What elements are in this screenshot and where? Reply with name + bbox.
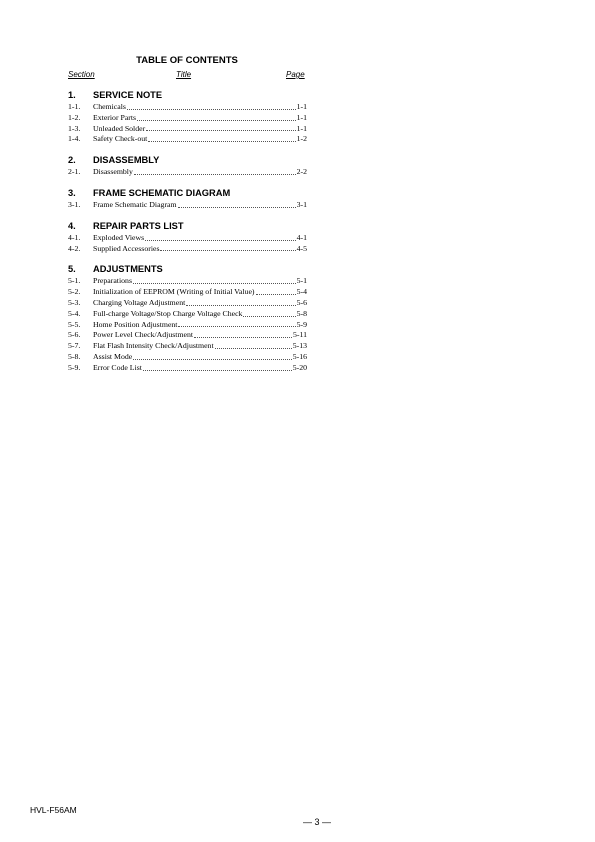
entry-label: Safety Check-out xyxy=(93,134,148,144)
entry-label: Flat Flash Intensity Check/Adjustment xyxy=(93,341,214,351)
dot-leader xyxy=(256,294,296,295)
entry-page: 5-1 xyxy=(296,276,307,286)
dot-leader xyxy=(137,120,296,121)
toc-entry[interactable] xyxy=(68,330,307,341)
entry-page: 1-1 xyxy=(296,102,307,111)
dot-leader xyxy=(178,326,295,327)
toc-section xyxy=(68,154,307,178)
section-heading xyxy=(68,89,307,102)
entry-number: 1-2. xyxy=(68,112,81,122)
entry-number: 5-6. xyxy=(68,330,81,340)
dot-leader xyxy=(143,370,292,371)
entry-label: Charging Voltage Adjustment xyxy=(93,297,186,307)
dot-leader xyxy=(145,240,295,241)
entry-label: Exterior Parts xyxy=(93,112,137,122)
section-heading xyxy=(68,154,307,167)
entry-number: 5-4. xyxy=(68,308,81,318)
toc-entry[interactable] xyxy=(68,167,307,178)
dot-leader xyxy=(146,130,295,131)
entry-label: Frame Schematic Diagram xyxy=(93,199,177,209)
entry-page: 3-1 xyxy=(296,199,307,209)
page-number: — 3 — xyxy=(303,817,332,827)
section-title: SERVICE NOTE xyxy=(93,90,163,100)
entry-label: Unleaded Solder xyxy=(93,123,146,133)
section-number: 5. xyxy=(68,264,76,275)
entry-page: 5-4 xyxy=(296,287,307,297)
entry-number: 3-1. xyxy=(68,199,81,209)
entry-page: 1-1 xyxy=(296,123,307,133)
page-title: TABLE OF CONTENTS xyxy=(136,55,238,66)
entry-number: 2-1. xyxy=(68,167,81,177)
column-header-page: Page xyxy=(286,70,305,79)
table-of-contents xyxy=(68,89,307,383)
toc-section xyxy=(68,220,307,255)
section-number: 1. xyxy=(68,90,76,100)
entry-label: Home Position Adjustment xyxy=(93,319,178,329)
toc-section xyxy=(68,263,307,373)
section-number: 3. xyxy=(68,187,76,198)
entry-label: Initialization of EEPROM (Writing of Initial Value) xyxy=(93,287,255,297)
toc-entry[interactable] xyxy=(68,320,307,331)
dot-leader xyxy=(186,305,295,306)
toc-entry[interactable] xyxy=(68,124,307,135)
toc-entry[interactable] xyxy=(68,363,307,374)
toc-entry[interactable] xyxy=(68,233,307,244)
toc-entry[interactable] xyxy=(68,309,307,320)
entry-number: 5-8. xyxy=(68,351,81,361)
entry-number: 1-4. xyxy=(68,134,81,144)
entry-number: 5-5. xyxy=(68,319,81,329)
entry-number: 5-3. xyxy=(68,297,81,307)
section-heading xyxy=(68,220,307,233)
dot-leader xyxy=(215,348,292,349)
entry-page: 1-2 xyxy=(296,134,307,144)
entry-label: Chemicals xyxy=(93,102,126,111)
column-header-title: Title xyxy=(176,70,192,79)
column-header-section: Section xyxy=(68,70,95,79)
entry-label: Supplied Accessories xyxy=(93,243,160,253)
section-title: ADJUSTMENTS xyxy=(93,264,163,275)
entry-label: Assist Mode xyxy=(93,351,133,361)
entry-number: 5-9. xyxy=(68,362,81,372)
entry-page: 5-6 xyxy=(296,297,307,307)
dot-leader xyxy=(194,337,292,338)
entry-label: Full-charge Voltage/Stop Charge Voltage Check xyxy=(93,308,243,318)
section-heading xyxy=(68,187,307,200)
section-title: DISASSEMBLY xyxy=(93,155,160,166)
toc-entry[interactable] xyxy=(68,287,307,298)
entry-number: 1-3. xyxy=(68,123,81,133)
toc-entry[interactable] xyxy=(68,298,307,309)
toc-entry[interactable] xyxy=(68,352,307,363)
dot-leader xyxy=(160,250,295,251)
entry-page: 1-1 xyxy=(296,112,307,122)
entry-page: 2-2 xyxy=(296,167,307,177)
dot-leader xyxy=(133,359,291,360)
toc-entry[interactable] xyxy=(68,341,307,352)
entry-number: 5-7. xyxy=(68,341,81,351)
entry-page: 5-8 xyxy=(296,308,307,318)
entry-label: Preparations xyxy=(93,276,132,286)
toc-entry[interactable] xyxy=(68,102,307,113)
entry-number: 5-2. xyxy=(68,287,81,297)
dot-leader xyxy=(243,316,295,317)
toc-entry[interactable] xyxy=(68,200,307,211)
section-number: 4. xyxy=(68,220,76,231)
toc-entry[interactable] xyxy=(68,134,307,145)
entry-page: 4-5 xyxy=(296,243,307,253)
entry-page: 5-16 xyxy=(292,351,307,361)
entry-label: Exploded Views xyxy=(93,232,145,242)
toc-entry[interactable] xyxy=(68,244,307,255)
entry-page: 5-11 xyxy=(292,330,307,340)
entry-label: Error Code List xyxy=(93,362,142,372)
dot-leader xyxy=(134,174,296,175)
entry-page: 5-9 xyxy=(296,319,307,329)
dot-leader xyxy=(148,141,295,142)
entry-number: 1-1. xyxy=(68,102,81,111)
section-title: REPAIR PARTS LIST xyxy=(93,220,184,231)
toc-section xyxy=(68,89,307,145)
toc-section xyxy=(68,187,307,211)
entry-number: 4-2. xyxy=(68,243,81,253)
dot-leader xyxy=(127,109,296,110)
toc-entry[interactable] xyxy=(68,113,307,124)
model-number: HVL-F56AM xyxy=(30,805,77,815)
entry-number: 5-1. xyxy=(68,276,81,286)
entry-page: 5-20 xyxy=(292,362,307,372)
entry-number: 4-1. xyxy=(68,232,81,242)
section-heading xyxy=(68,263,307,276)
toc-entry[interactable] xyxy=(68,276,307,287)
entry-label: Disassembly xyxy=(93,167,133,177)
dot-leader xyxy=(133,283,296,284)
dot-leader xyxy=(178,207,296,208)
entry-page: 5-13 xyxy=(292,341,307,351)
entry-label: Power Level Check/Adjustment xyxy=(93,330,194,340)
section-number: 2. xyxy=(68,155,76,166)
entry-page: 4-1 xyxy=(296,232,307,242)
section-title: FRAME SCHEMATIC DIAGRAM xyxy=(93,187,231,198)
